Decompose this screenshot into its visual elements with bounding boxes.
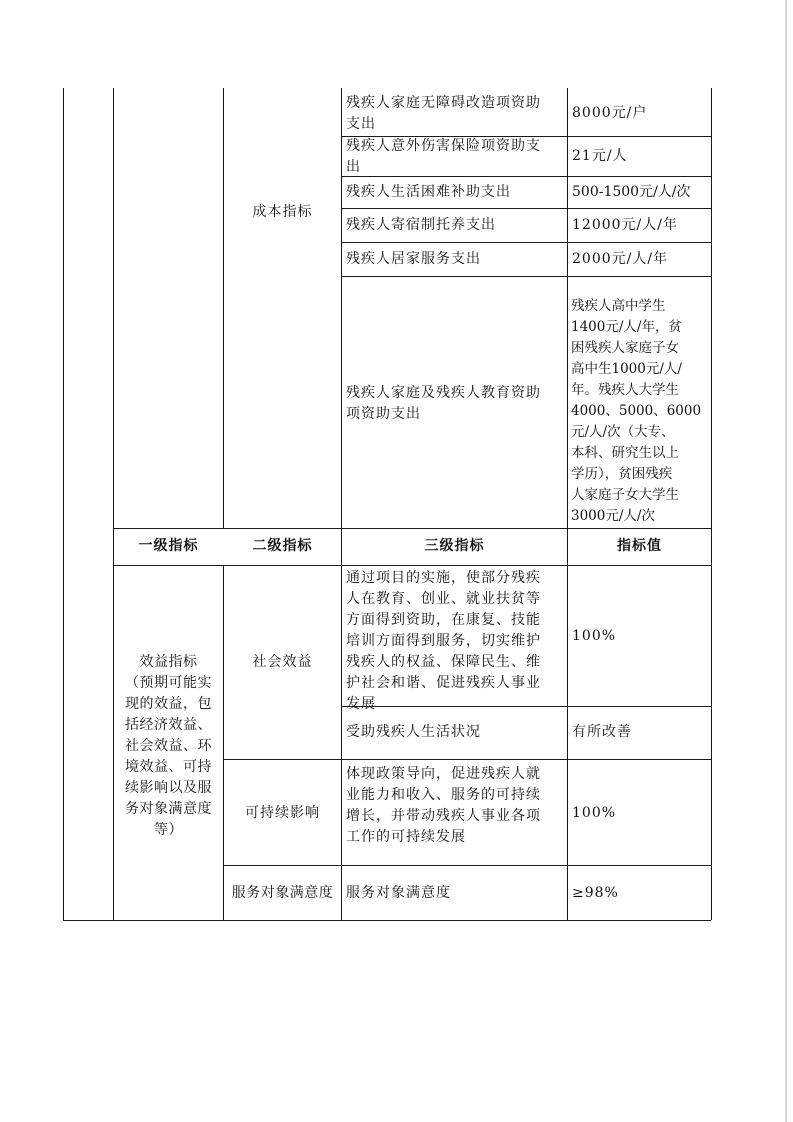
cost-item: 残疾人意外伤害保险项资助支 出 [346,138,541,175]
row-line [223,759,711,760]
social-benefit-item: 通过项目的实施，使部分残疾 人在教育、创业、就业扶贫等 方面得到资助，在康复、技能 培训方面得到服务，切实维护 残疾人的权益、保障民生、维 护社会和谐、促进残疾人事业 发展 [346,570,541,712]
col-divider-2 [223,565,224,920]
header-value: 指标值 [617,538,662,554]
cost-item: 残疾人家庭及残疾人教育资助 项资助支出 [346,385,541,422]
sustain-value: 100% [572,805,617,821]
sustain-item: 体现政策导向，促进残疾人就 业能力和收入、服务的可持续 增长，并带动残疾人事业各项 工作的可持续发展 [346,766,541,845]
header-bottom-line [113,565,711,566]
table-bottom-line [63,920,711,921]
social-benefit-value: 100% [572,628,617,644]
header-level1: 一级指标 [138,538,199,554]
header-top-line [113,528,711,529]
col-divider-3a [341,88,342,920]
table-border-left [63,88,64,920]
row-line [341,242,711,243]
row-line [341,208,711,209]
cost-item: 残疾人生活困难补助支出 [346,184,511,200]
sustain-label: 可持续影响 [245,805,320,821]
benefit-indicator-label: 效益指标 （预期可能实 现的效益，包 括经济效益、 社会效益、环 境效益、可持 续影响以及服 务对象满意度 等） [125,654,212,838]
row-line [341,276,711,277]
satisfaction-label: 服务对象满意度 [231,885,334,901]
scan-edge [785,0,787,1122]
cost-indicator-label: 成本指标 [252,204,313,220]
header-level3: 三级指标 [424,538,485,554]
cost-value: 2000元/人/年 [572,251,669,267]
cost-value: 500-1500元/人/次 [572,184,691,200]
social-benefit-item: 受助残疾人生活状况 [346,724,481,740]
social-benefit-value: 有所改善 [572,724,632,740]
cost-value: 21元/人 [572,148,628,164]
cost-value: 8000元/户 [572,105,648,121]
cost-item: 残疾人家庭无障碍改造项资助 支出 [346,95,541,132]
col-divider-4 [567,88,568,920]
cost-item: 残疾人居家服务支出 [346,251,481,267]
satisfaction-value: ≥98% [572,885,619,901]
cost-item: 残疾人寄宿制托养支出 [346,217,496,233]
row-line [223,865,711,866]
table-border-right [711,88,712,920]
header-level2: 二级指标 [252,538,313,554]
satisfaction-item: 服务对象满意度 [346,885,451,901]
cost-col-left [223,88,224,528]
social-benefit-label: 社会效益 [252,654,313,670]
cost-value: 残疾人高中学生 1400元/人/年，贫 困残疾人家庭子女 高中生1000元/人/ 年。残疾人大学生 4000、5000、6000 元/人/次（大专、 本科、研究生以上 学历），贫困残疾 人家庭子女大学生 3000元/人/次 [571,298,702,524]
cost-value: 12000元/人/年 [572,217,678,233]
